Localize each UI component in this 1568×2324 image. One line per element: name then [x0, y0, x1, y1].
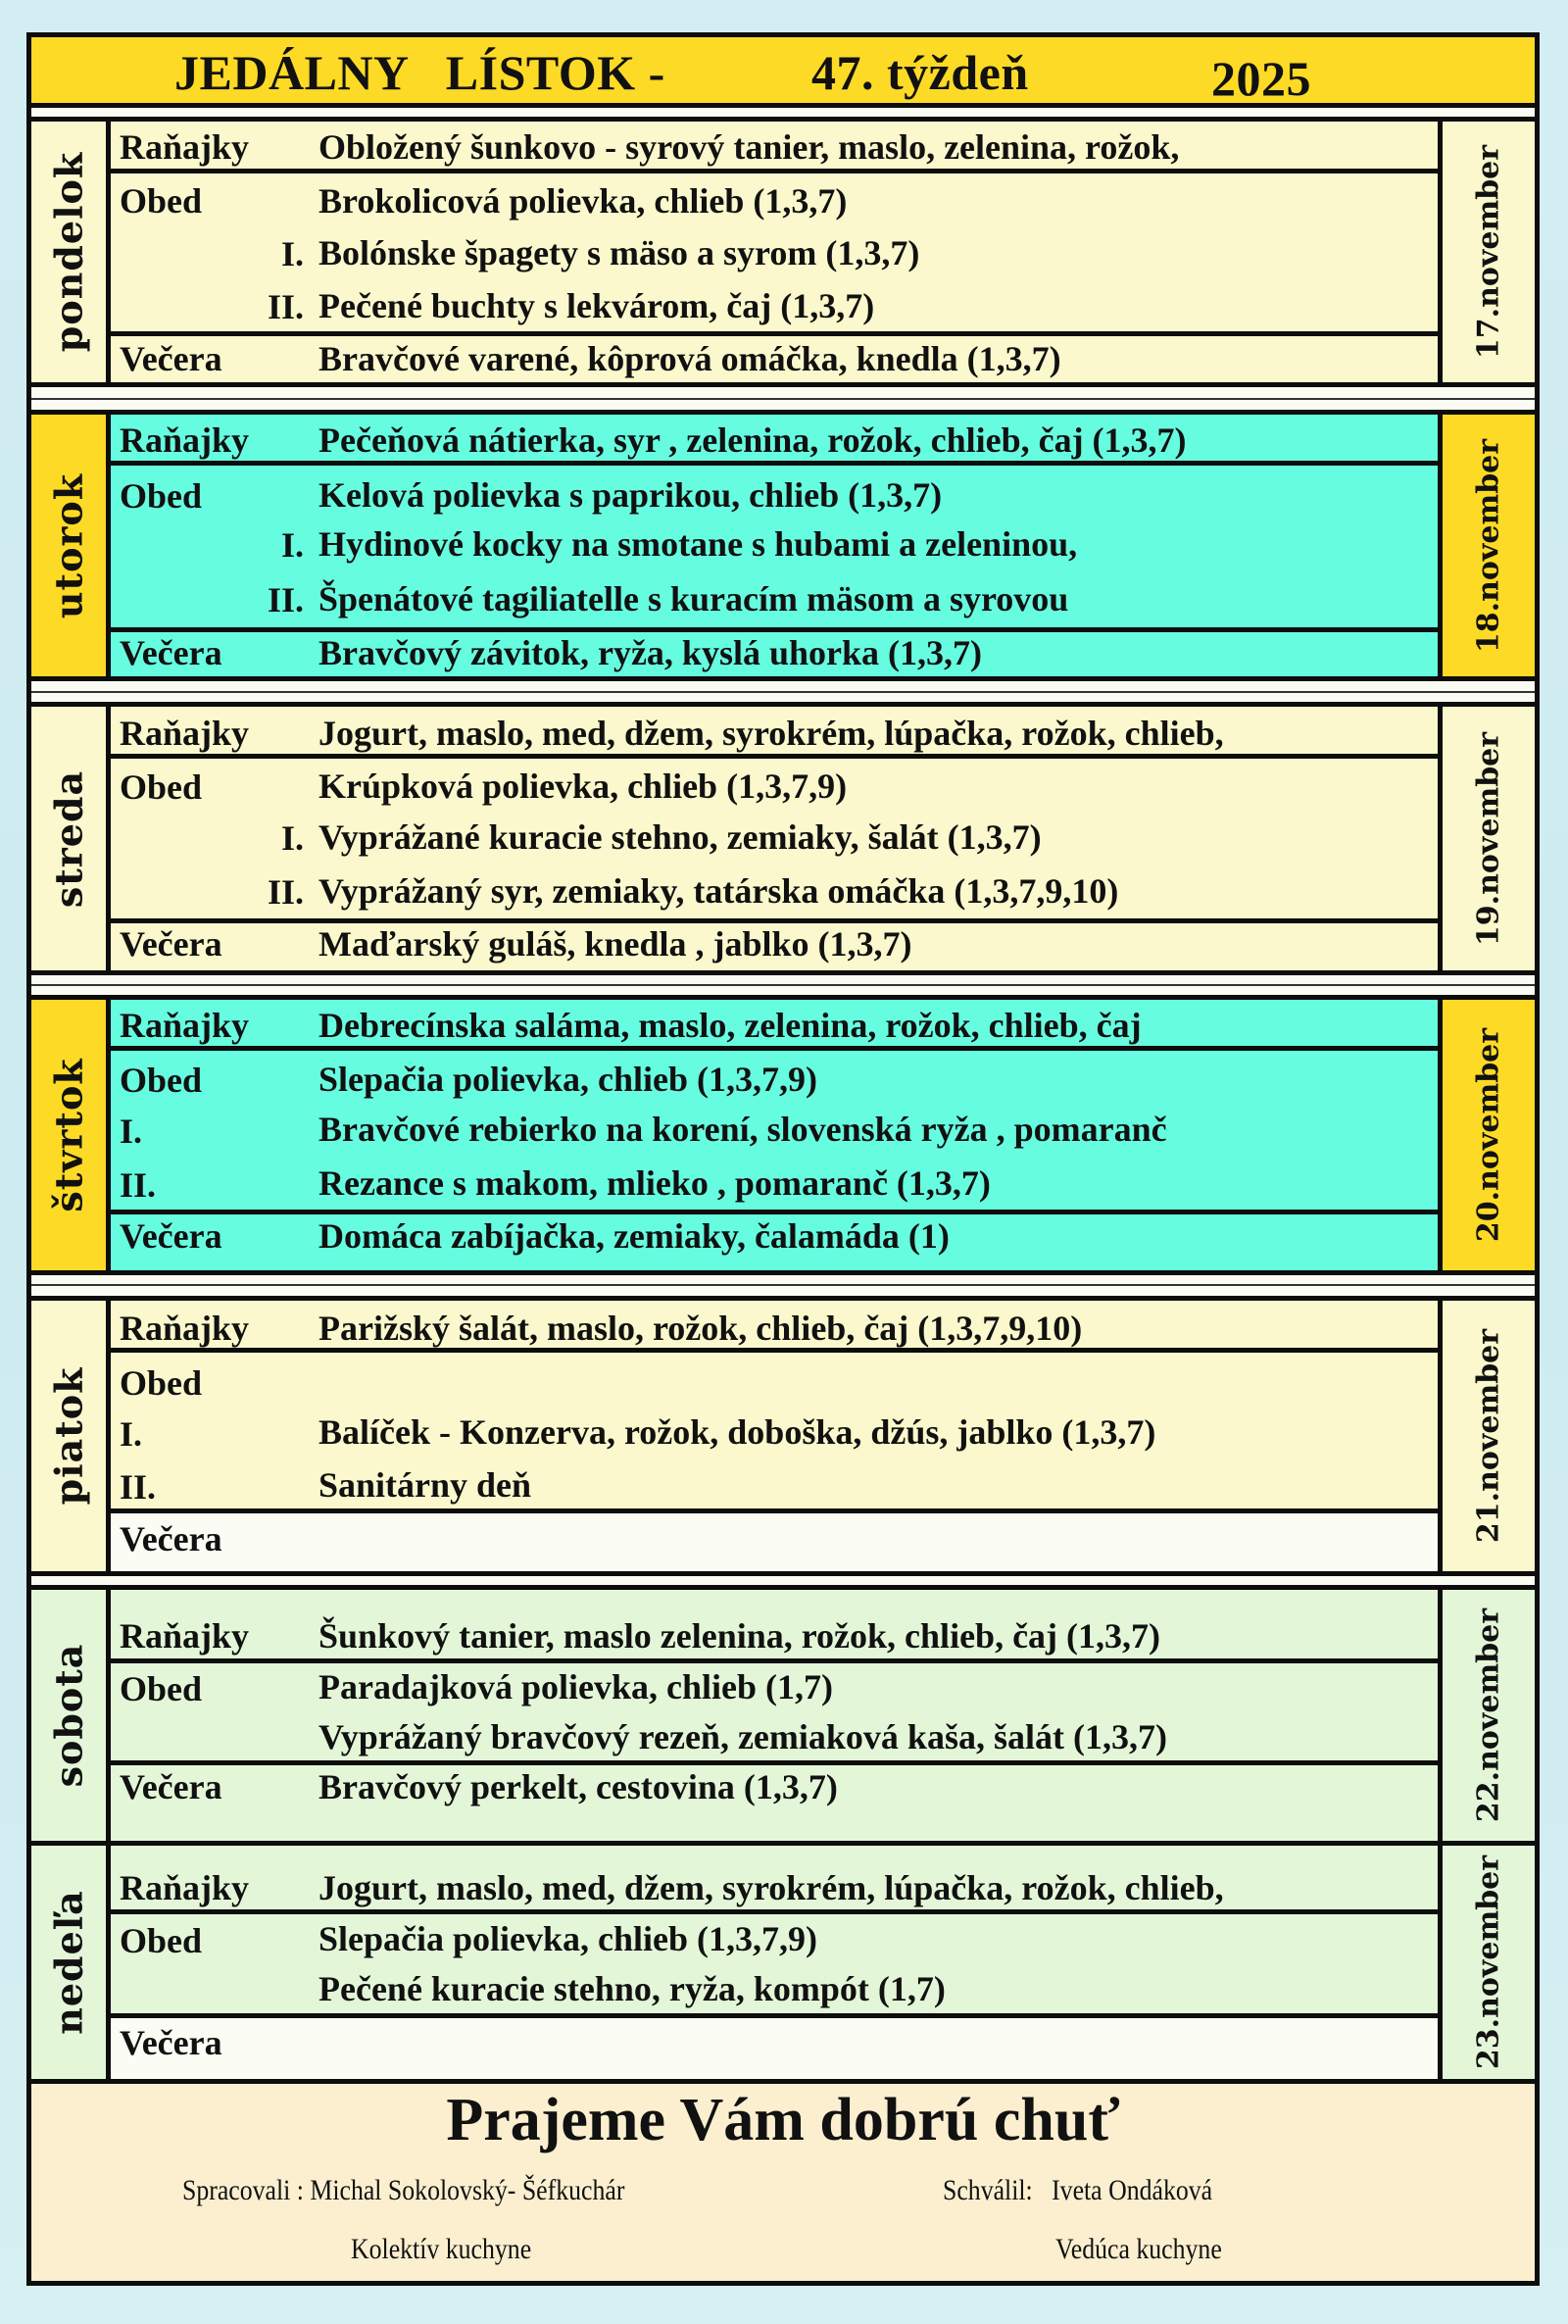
day-cell — [31, 1000, 111, 1270]
day-block-pondelok — [31, 122, 1535, 382]
dinner-dish: Domáca zabíjačka, zemiaky, čalamáda (1) — [318, 1216, 950, 1256]
date-cell — [1438, 1846, 1535, 2079]
lunch-label: Obed — [120, 1363, 203, 1403]
breakfast-dish: Parižský šalát, maslo, rožok, chlieb, čaj (1,3,7,9,10) — [318, 1309, 1083, 1348]
option1-label: I. — [120, 1414, 143, 1454]
lunch-soup: Brokolicová polievka, chlieb (1,3,7) — [318, 181, 848, 221]
lunch-label: Obed — [120, 476, 203, 516]
title-bar — [26, 32, 1540, 108]
breakfast-label: Raňajky — [120, 1309, 250, 1348]
breakfast-dish: Jogurt, maslo, med, džem, syrokrém, lúpačka, rožok, chlieb, — [318, 714, 1224, 753]
breakfast-label: Raňajky — [120, 1616, 250, 1656]
option1-dish: Hydinové kocky na smotane s hubami a zeleninou, — [318, 524, 1078, 564]
day-block-utorok — [31, 415, 1535, 676]
day-block-streda — [31, 707, 1535, 970]
day-cell — [31, 1590, 111, 1841]
separator — [31, 975, 1535, 984]
date-label: 22.november — [1471, 1607, 1506, 1823]
lunch-soup: Slepačia polievka, chlieb (1,3,7,9) — [318, 1060, 818, 1099]
meals — [111, 415, 1438, 676]
row-divider — [111, 1760, 1438, 1765]
breakfast-dish: Jogurt, maslo, med, džem, syrokrém, lúpačka, rožok, chlieb, — [318, 1868, 1224, 1907]
dinner-label: Večera — [120, 633, 222, 672]
option2-label: II. — [267, 287, 304, 326]
separator — [31, 1286, 1535, 1296]
date-cell — [1438, 415, 1535, 676]
lunch-label: Obed — [120, 1061, 203, 1100]
separator — [31, 387, 1535, 398]
option2-dish: Pečené buchty s lekvárom, čaj (1,3,7) — [318, 286, 875, 325]
breakfast-label: Raňajky — [120, 1006, 250, 1045]
option1-label: I. — [280, 818, 304, 858]
meals — [111, 1301, 1438, 1571]
dinner-dish: Maďarský guláš, knedla , jablko (1,3,7) — [318, 924, 912, 964]
year: 2025 — [1211, 51, 1311, 106]
option2-label: II. — [120, 1165, 157, 1205]
lunch-soup: Krúpková polievka, chlieb (1,3,7,9) — [318, 766, 848, 806]
breakfast-dish: Obložený šunkovo - syrový tanier, maslo, zelenina, rožok, — [318, 127, 1180, 167]
day-cell — [31, 1301, 111, 1571]
meals — [111, 1000, 1438, 1270]
separator — [31, 986, 1535, 995]
option1-label: I. — [280, 525, 304, 565]
dinner-label: Večera — [120, 2023, 222, 2062]
separator — [31, 693, 1535, 702]
separator — [31, 108, 1535, 117]
option1-label: I. — [120, 1112, 143, 1151]
lunch-label: Obed — [120, 1669, 203, 1708]
approved-by: Schválil: Iveta Ondáková — [943, 2174, 1213, 2206]
row-divider — [111, 331, 1438, 336]
dinner-dish: Bravčový závitok, ryža, kyslá uhorka (1,3,7) — [318, 633, 982, 672]
day-name: štvrtok — [46, 1058, 91, 1212]
meals — [111, 1590, 1438, 1841]
option2-dish: Vyprážaný syr, zemiaky, tatárska omáčka (1,3,7,9,10) — [318, 871, 1119, 911]
dinner-label: Večera — [120, 1216, 222, 1256]
separator — [31, 400, 1535, 410]
lunch-soup: Kelová polievka s paprikou, chlieb (1,3,7) — [318, 475, 943, 515]
breakfast-label: Raňajky — [120, 420, 250, 460]
meals — [111, 122, 1438, 382]
option1-label: I. — [280, 234, 304, 273]
row-divider — [111, 627, 1438, 632]
day-cell — [31, 707, 111, 970]
row-divider — [111, 1046, 1438, 1051]
row-divider — [111, 1658, 1438, 1663]
date-label: 17.november — [1471, 144, 1506, 360]
day-name: sobota — [46, 1643, 91, 1788]
breakfast-label: Raňajky — [120, 127, 250, 167]
lunch-soup: Slepačia polievka, chlieb (1,3,7,9) — [318, 1919, 818, 1958]
row-divider — [111, 461, 1438, 466]
separator — [31, 681, 1535, 691]
meals — [111, 707, 1438, 970]
date-cell — [1438, 1000, 1535, 1270]
day-cell — [31, 1846, 111, 2079]
main-dish: Pečené kuracie stehno, ryža, kompót (1,7) — [318, 1969, 946, 2008]
row-divider — [111, 754, 1438, 759]
dinner-dish: Bravčový perkelt, cestovina (1,3,7) — [318, 1767, 838, 1806]
separator — [31, 1576, 1535, 1585]
option1-dish: Vyprážané kuracie stehno, zemiaky, šalát (1,3,7) — [318, 817, 1042, 857]
breakfast-label: Raňajky — [120, 714, 250, 753]
option2-label: II. — [267, 580, 304, 619]
day-name: nedeľa — [46, 1890, 91, 2035]
row-divider — [111, 169, 1438, 173]
breakfast-dish: Šunkový tanier, maslo zelenina, rožok, chlieb, čaj (1,3,7) — [318, 1616, 1161, 1656]
row-divider — [111, 1210, 1438, 1214]
day-cell — [31, 415, 111, 676]
date-label: 23.november — [1471, 1854, 1506, 2070]
menu-heading: JEDÁLNY LÍSTOK - — [174, 45, 665, 100]
date-label: 21.november — [1471, 1328, 1506, 1544]
option2-label: II. — [120, 1467, 157, 1507]
dinner-row — [111, 1513, 1438, 1571]
day-cell — [31, 122, 111, 382]
day-name: streda — [46, 769, 91, 908]
date-label: 18.november — [1471, 438, 1506, 653]
date-label: 20.november — [1471, 1027, 1506, 1243]
day-block-sobota — [31, 1590, 1535, 1841]
option1-dish: Balíček - Konzerva, rožok, doboška, džús, jablko (1,3,7) — [318, 1412, 1156, 1452]
dinner-dish: Bravčové varené, kôprová omáčka, knedla (1,3,7) — [318, 339, 1061, 378]
prepared-by: Spracovali : Michal Sokolovský- Šéfkuchár — [182, 2174, 625, 2206]
lunch-soup: Paradajková polievka, chlieb (1,7) — [318, 1667, 834, 1706]
main-dish: Vyprážaný bravčový rezeň, zemiaková kaša, šalát (1,3,7) — [318, 1717, 1167, 1756]
date-cell — [1438, 1301, 1535, 1571]
day-block-nedela — [31, 1846, 1535, 2079]
option2-dish: Sanitárny deň — [318, 1465, 532, 1505]
date-cell — [1438, 1590, 1535, 1841]
option1-dish: Bravčové rebierko na korení, slovenská ryža , pomaranč — [318, 1110, 1167, 1149]
day-block-piatok — [31, 1301, 1535, 1571]
day-name: pondelok — [46, 151, 91, 353]
option2-dish: Rezance s makom, mlieko , pomaranč (1,3,7) — [318, 1163, 991, 1203]
lunch-label: Obed — [120, 181, 203, 221]
breakfast-label: Raňajky — [120, 1868, 250, 1907]
dinner-label: Večera — [120, 924, 222, 964]
row-divider — [111, 918, 1438, 923]
row-divider — [111, 1909, 1438, 1914]
dinner-row — [111, 2018, 1438, 2079]
dinner-label: Večera — [120, 339, 222, 378]
dinner-label: Večera — [120, 1767, 222, 1806]
date-label: 19.november — [1471, 731, 1506, 946]
row-divider — [111, 1348, 1438, 1353]
meals — [111, 1846, 1438, 2079]
day-name: utorok — [46, 472, 91, 618]
date-cell — [1438, 122, 1535, 382]
breakfast-dish: Debrecínska saláma, maslo, zelenina, rožok, chlieb, čaj — [318, 1006, 1142, 1045]
lunch-label: Obed — [120, 1921, 203, 1960]
prepared-role: Kolektív kuchyne — [351, 2233, 532, 2265]
separator — [31, 1275, 1535, 1284]
approved-role: Vedúca kuchyne — [1055, 2233, 1222, 2265]
footer — [31, 2084, 1535, 2281]
option1-dish: Bolónske špagety s mäso a syrom (1,3,7) — [318, 233, 920, 272]
option2-dish: Špenátové tagiliatelle s kuracím mäsom a syrovou — [318, 579, 1069, 618]
dinner-label: Večera — [120, 1519, 222, 1558]
breakfast-dish: Pečeňová nátierka, syr , zelenina, rožok, chlieb, čaj (1,3,7) — [318, 420, 1187, 460]
date-cell — [1438, 707, 1535, 970]
option2-label: II. — [267, 872, 304, 912]
week-number: 47. týždeň — [811, 45, 1029, 100]
lunch-label: Obed — [120, 767, 203, 807]
day-block-stvrtok — [31, 1000, 1535, 1270]
wish-text: Prajeme Vám dobrú chuť — [446, 2087, 1120, 2153]
day-name: piatok — [46, 1366, 91, 1506]
